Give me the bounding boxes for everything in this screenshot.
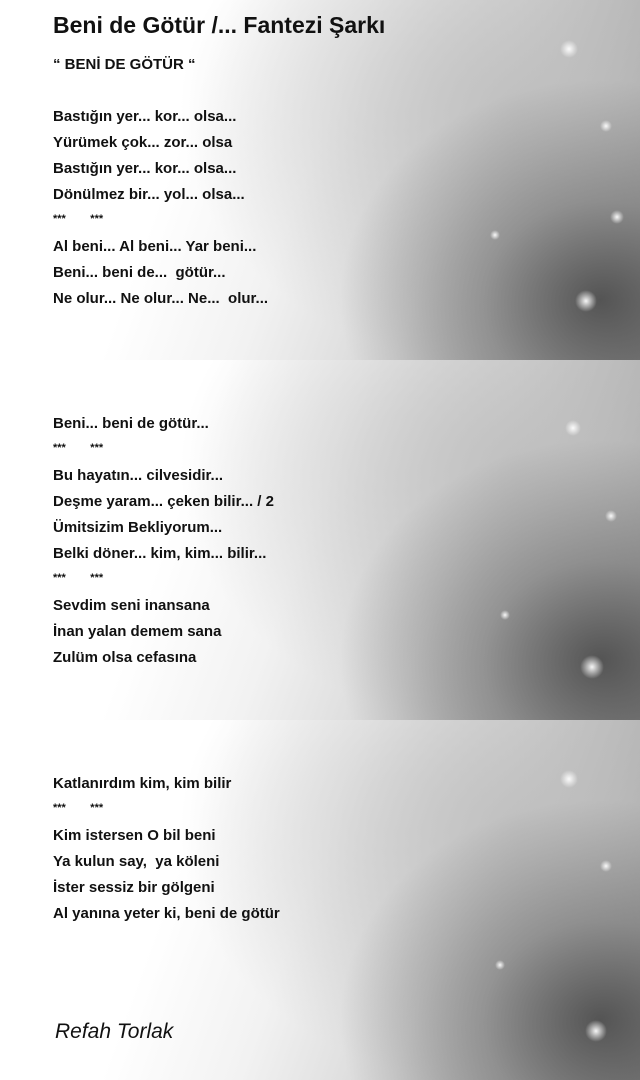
poem-line: Katlanırdım kim, kim bilir	[53, 775, 232, 792]
poem-line: Al beni... Al beni... Yar beni...	[53, 238, 257, 255]
stanza-separator: *** ***	[53, 442, 104, 454]
stanza-separator: *** ***	[53, 802, 104, 814]
poem-line: Dönülmez bir... yol... olsa...	[53, 186, 245, 203]
poem-line: Ümitsizim Bekliyorum...	[53, 519, 223, 536]
poem-stanza-1	[53, 104, 268, 312]
poem-line: Ya kulun say, ya köleni	[53, 853, 220, 870]
poem-panel-1	[0, 0, 640, 360]
poem-line: Sevdim seni inansana	[53, 597, 210, 614]
poem-line: Yürümek çok... zor... olsa	[53, 134, 233, 151]
poem-title: Beni de Götür /... Fantezi Şarkı	[53, 12, 386, 38]
poem-line: Beni... beni de... götür...	[53, 264, 226, 281]
stanza-separator: *** ***	[53, 213, 104, 225]
poem-panel-3	[0, 720, 640, 1080]
poem-line: Bastığın yer... kor... olsa...	[53, 108, 237, 125]
poem-line: Kim istersen O bil beni	[53, 827, 216, 844]
poem-stanza-3	[53, 771, 280, 927]
poem-line: Zulüm olsa cefasına	[53, 649, 197, 666]
poem-panel-2	[0, 360, 640, 720]
poem-line: Bu hayatın... cilvesidir...	[53, 467, 224, 484]
poem-line: Al yanına yeter ki, beni de götür	[53, 905, 280, 922]
poem-stanza-2	[53, 411, 274, 671]
stanza-separator: *** ***	[53, 572, 104, 584]
poem-line: Belki döner... kim, kim... bilir...	[53, 545, 267, 562]
poem-author: Refah Torlak	[55, 1020, 174, 1043]
poem-line: İster sessiz bir gölgeni	[53, 879, 215, 896]
poem-line: Deşme yaram... çeken bilir... / 2	[53, 493, 274, 510]
poem-line: Beni... beni de götür...	[53, 415, 209, 432]
poem-line: Bastığın yer... kor... olsa...	[53, 160, 237, 177]
poem-subtitle: “ BENİ DE GÖTÜR “	[53, 56, 196, 73]
poem-line: İnan yalan demem sana	[53, 623, 222, 640]
poem-line: Ne olur... Ne olur... Ne... olur...	[53, 290, 269, 307]
